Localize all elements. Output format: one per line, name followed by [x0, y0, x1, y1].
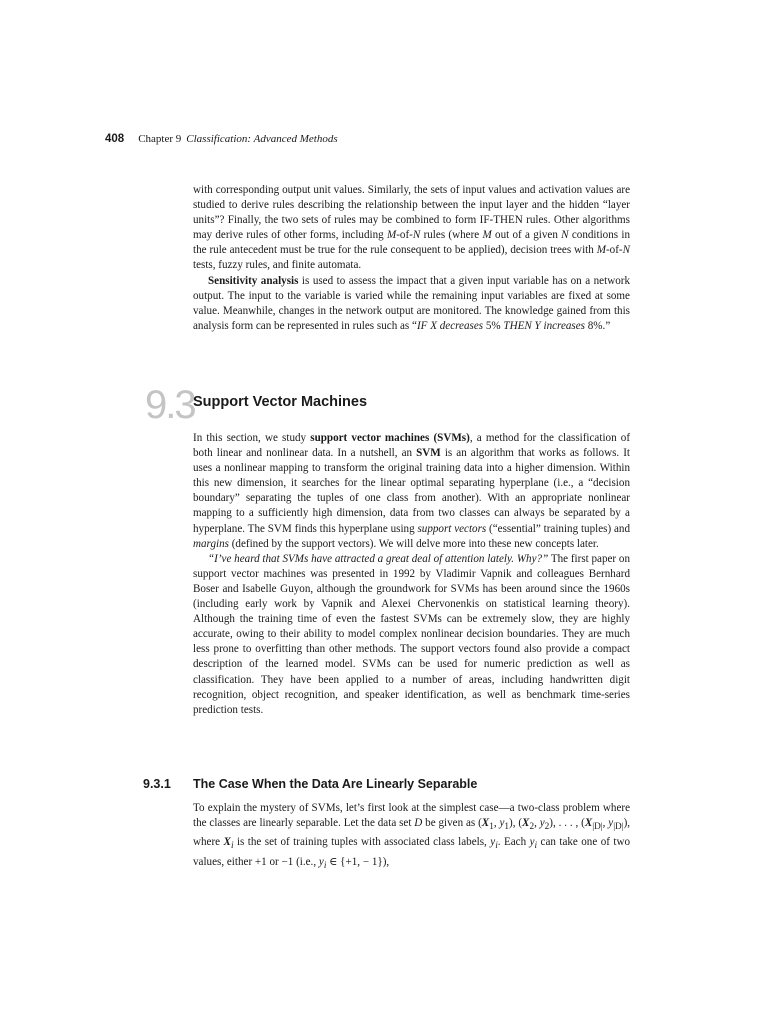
intro-paragraph-2: Sensitivity analysis is used to assess the impact that a given input variable has on a network output. The input to the variable is varied while the remaining input variables are fixed at some value. Meanwhile, changes in the network output are monitored. The knowledge gained from this analysis form can be represented in rules such as “IF X decreases 5% THEN Y increases 8%.”: [193, 274, 630, 332]
term-svm: SVM: [416, 447, 441, 460]
chapter-label: Chapter 9: [138, 133, 182, 145]
section-number: 9.3: [145, 383, 195, 427]
page-number: 408: [105, 133, 125, 145]
subsection-number: 9.3.1: [143, 777, 171, 791]
section-paragraph-1: In this section, we study support vector machines (SVMs), a method for the classification of both linear and nonlinear data. In a nutshell, an SVM is an algorithm that works as follows. It uses a nonlinear mapping to transform the original training data into a higher dimension. Within this new dimension, it searches for the linear optimal separating hyperplane (i.e., a “decision boundary” separating the tuples of one class from another). With an appropriate nonlinear mapping to a sufficiently high dimension, data from two classes can always be separated by a hyperplane. The SVM finds this hyperplane using support vectors (“essential” training tuples) and margins (defined by the support vectors). We will delve more into these new concepts later.: [193, 432, 631, 550]
term-sensitivity-analysis: Sensitivity analysis: [208, 274, 299, 287]
rhetorical-question: “I’ve heard that SVMs have attracted a great deal of attention lately. Why?”: [208, 552, 549, 565]
chapter-title: Classification: Advanced Methods: [186, 133, 338, 145]
intro-paragraph-1: with corresponding output unit values. Similarly, the sets of input values and activation values are studied to derive rules describing the relationship between the input layer and the hidden “layer units”? Finally, the two sets of rules may be combined to form IF-THEN rules. Other algorithms may derive rules of other forms, including M-of-N rules (where M out of a given N conditions in the rule antecedent must be true for the rule consequent to be applied), decision trees with M-of-N tests, fuzzy rules, and finite automata.: [193, 184, 630, 272]
subsection-title: The Case When the Data Are Linearly Separable: [193, 777, 478, 791]
term-svms: support vector machines (SVMs): [310, 432, 470, 444]
subsection-paragraph-1: To explain the mystery of SVMs, let’s first look at the simplest case—a two-class problem where the classes are linearly separable. Let the data set D be given as ($X_1$, $y_1$), ($X_2$, $y_2$), . . . , ($X_{|D|}$, $y_{|D|}$), where $X_i$ is the set of training tuples with associated class labels, $y_i$. Each $y_i$ can take one of two values, either +1 or −1 (i.e., $y_i$ ∈ {+1, − 1}),: [193, 802, 631, 871]
running-head: [105, 133, 338, 145]
section-text: [193, 431, 630, 718]
intro-text: [193, 183, 630, 334]
section-title: Support Vector Machines: [193, 394, 368, 410]
subsection-text: [193, 801, 630, 874]
section-paragraph-2: “I’ve heard that SVMs have attracted a great deal of attention lately. Why?” The first paper on support vector machines was presented in 1992 by Vladimir Vapnik and colleagues Bernhard Boser and Isabelle Guyon, although the groundwork for SVMs has been around since the 1960s (including early work by Vapnik and Alexei Chervonenkis on statistical learning theory). Although the training time of even the fastest SVMs can be extremely slow, they are highly accurate, owing to their ability to model complex nonlinear decision boundaries. They are much less prone to overfitting than other methods. The support vectors found also provide a compact description of the learned model. SVMs can be used for numeric prediction as well as classification. They have been applied to a number of areas, including handwritten digit recognition, object recognition, and speaker identification, as well as benchmark time-series prediction tests.: [193, 552, 630, 716]
